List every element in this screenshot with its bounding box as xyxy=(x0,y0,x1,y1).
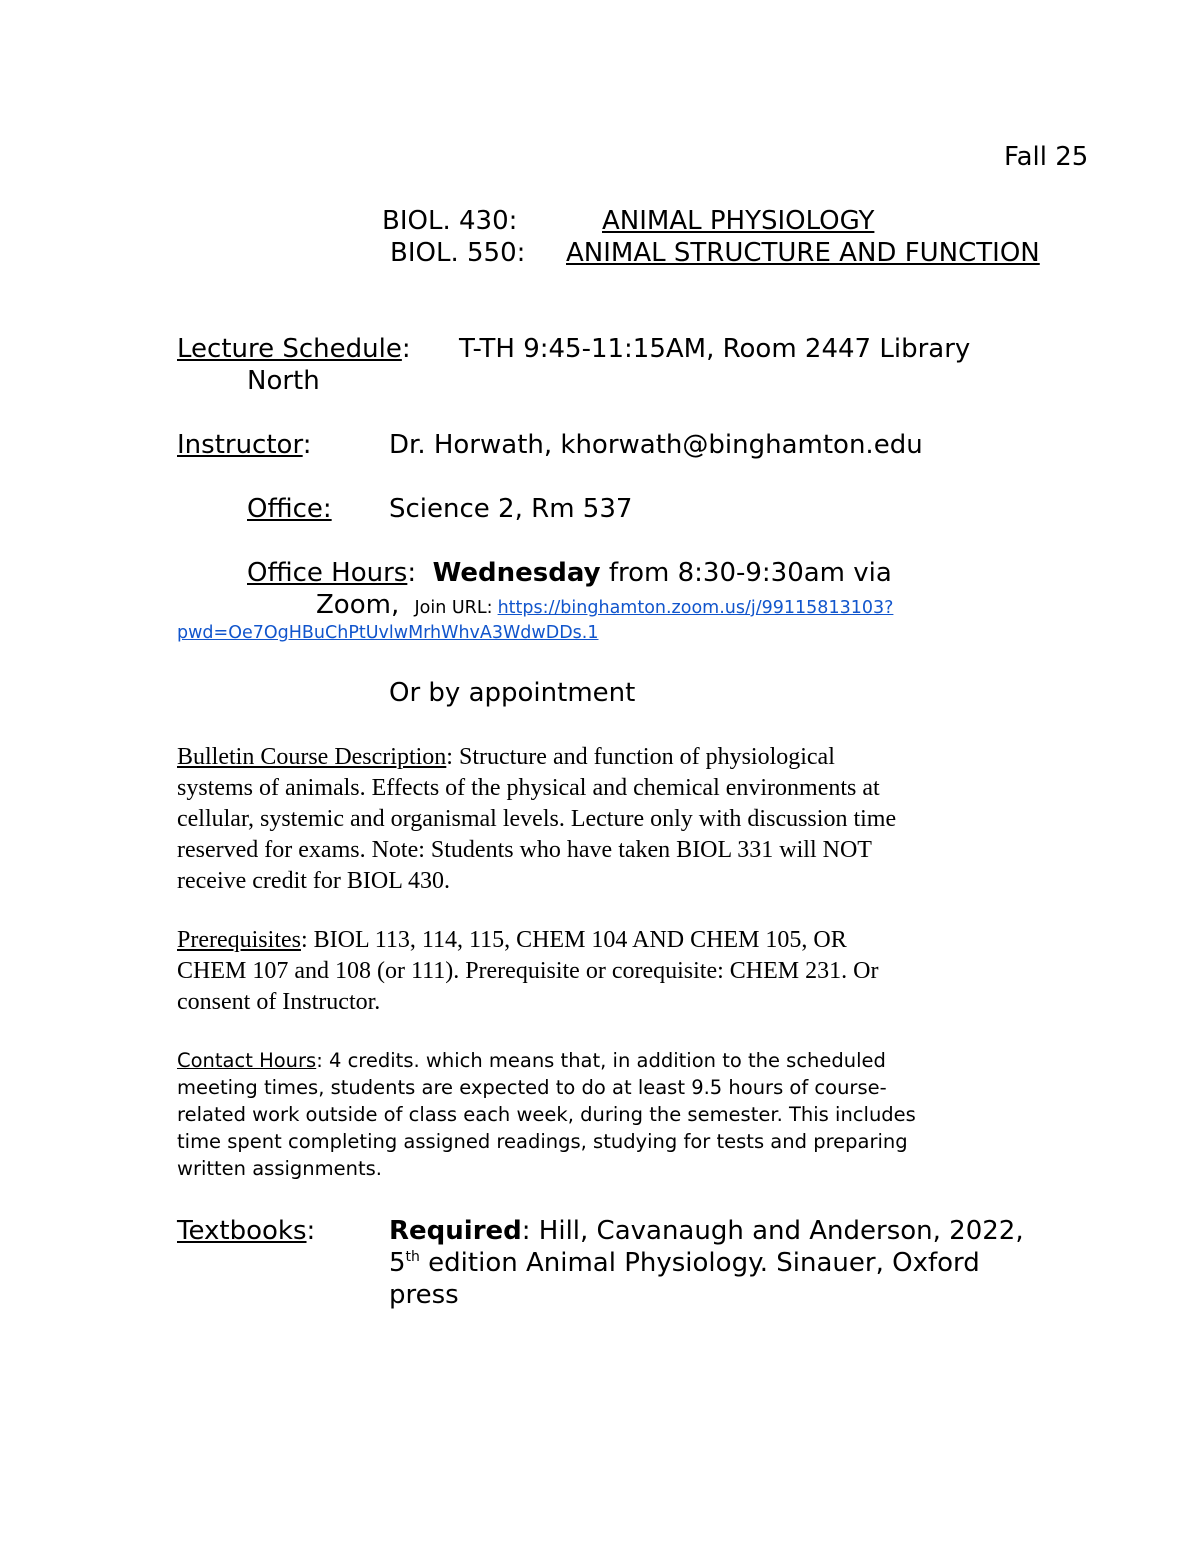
lecture-schedule-label: Lecture Schedule xyxy=(177,334,402,364)
contact-hours: Contact Hours: 4 credits. which means that, in addition to the scheduled meeting times, students are expected to do at least 9.5 hours of course- related work outside of class each week, during the semester. This includes time spent completing assigned readings, studying for tests and preparing written assignments. xyxy=(177,1049,916,1180)
office-label: Office: xyxy=(247,494,332,524)
bulletin-label: Bulletin Course Description xyxy=(177,744,447,770)
zoom-join-link[interactable]: https://binghamton.zoom.us/j/99115813103? xyxy=(497,598,894,618)
textbook-publisher-cont: press xyxy=(389,1280,459,1310)
join-url-label: Join URL: xyxy=(414,598,493,618)
term-label: Fall 25 xyxy=(1004,142,1089,172)
instructor-value: Dr. Horwath, khorwath@binghamton.edu xyxy=(389,430,923,460)
textbook-title: edition Animal Physiology. Sinauer, Oxford xyxy=(419,1248,980,1278)
lecture-schedule-value: T-TH 9:45-11:15AM, Room 2447 Library xyxy=(459,334,971,364)
course-title-430: ANIMAL PHYSIOLOGY xyxy=(602,206,875,236)
zoom-join-link-cont[interactable]: pwd=Oe7OgHBuChPtUvlwMrhWhvA3WdwDDs.1 xyxy=(177,623,599,643)
textbooks-label: Textbooks xyxy=(177,1216,307,1246)
contact-hours-label: Contact Hours xyxy=(177,1049,317,1072)
bulletin-description: Bulletin Course Description: Structure and function of physiological systems of animals. Effects of the physical and chemical environments at cellular, systemic and organismal levels. Lecture only with discussion time reserved for exams. Note: Students who have taken BIOL 331 will NOT receive credit for BIOL 430. xyxy=(177,744,897,894)
office-hours-label: Office Hours xyxy=(247,558,408,588)
textbook-authors: : Hill, Cavanaugh and Anderson, 2022, xyxy=(521,1216,1024,1246)
office-hours-time: from 8:30-9:30am via xyxy=(600,558,892,588)
zoom-label: Zoom, xyxy=(316,590,400,620)
office-hours-day: Wednesday xyxy=(432,558,601,588)
lecture-schedule-value-cont: North xyxy=(247,366,320,396)
textbook-required: Required xyxy=(389,1216,522,1246)
office-hours-appointment: Or by appointment xyxy=(389,678,636,708)
instructor-label: Instructor xyxy=(177,430,303,460)
course-title-550: ANIMAL STRUCTURE AND FUNCTION xyxy=(566,238,1040,268)
course-code-550: BIOL. 550: xyxy=(390,238,526,268)
prerequisites-label: Prerequisites xyxy=(177,927,301,953)
office-value: Science 2, Rm 537 xyxy=(389,494,633,524)
prerequisites: Prerequisites: BIOL 113, 114, 115, CHEM 104 AND CHEM 105, OR CHEM 107 and 108 (or 111). Prerequisite or corequisite: CHEM 231. Or consent of Instructor. xyxy=(177,927,879,1015)
course-code-430: BIOL. 430: xyxy=(382,206,518,236)
